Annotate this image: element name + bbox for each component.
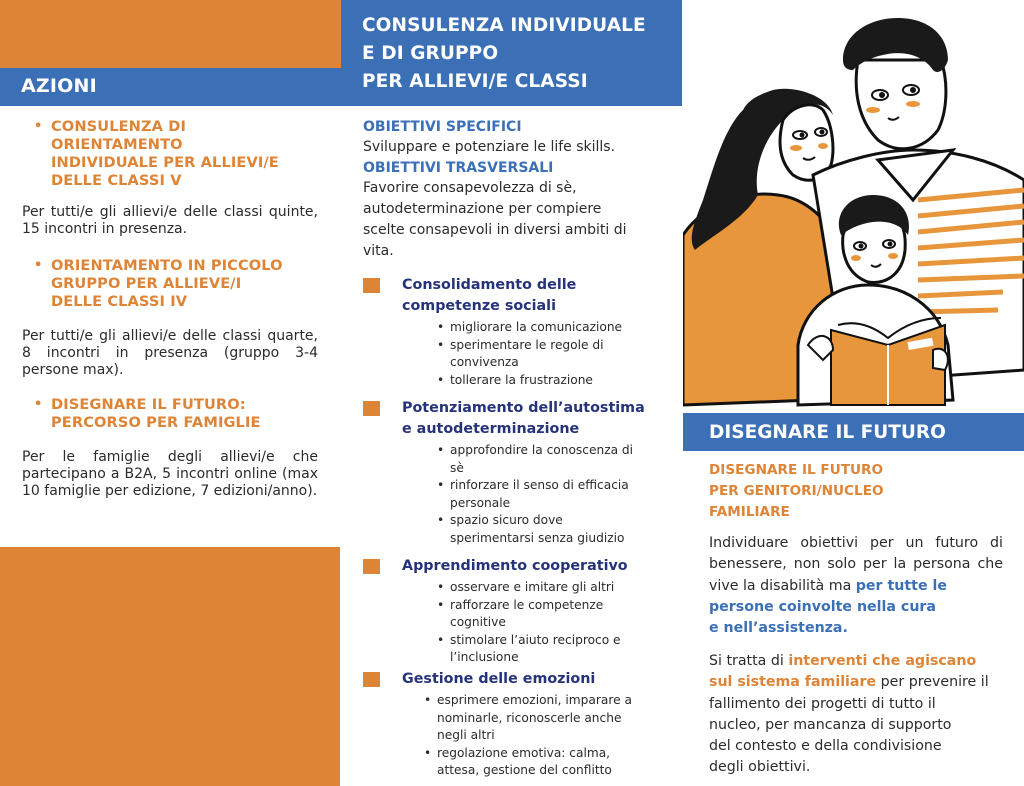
list-item: • tollerare la frustrazione — [450, 372, 663, 390]
competence-title: Potenziamento dell’autostima e autodeterminazione — [402, 400, 645, 437]
right-paragraph-2: Si tratta di interventi che agiscano sul sistema familiare per prevenire il fallimento dei progetti di tutto il nucleo, per mancanza di supporto del contesto e della condivisione degli obiettivi. — [709, 653, 989, 776]
competence-items — [450, 579, 663, 667]
action-description: Per le famiglie degli allievi/e che partecipano a B2A, 5 incontri online (max 10 famiglie per edizione, 7 edizioni/anno). — [22, 449, 318, 499]
specific-objectives-label: OBIETTIVI SPECIFICI — [363, 119, 522, 135]
azioni-title: AZIONI — [21, 75, 97, 97]
father-face — [856, 60, 946, 149]
list-item: • sperimentare le regole di convivenza — [450, 337, 663, 372]
list-item: • spazio sicuro dove sperimentarsi senza giudizio — [450, 512, 663, 547]
orange-square-icon — [363, 401, 380, 416]
list-item: • esprimere emozioni, imparare a nominarle, riconoscerle anche negli altri — [437, 692, 663, 745]
action-item — [22, 118, 318, 238]
competence-block — [363, 669, 663, 780]
center-title: CONSULENZA INDIVIDUALE E DI GRUPPO PER ALLIEVI/E CLASSI — [362, 15, 646, 92]
orange-square-icon — [363, 278, 380, 293]
child-face — [843, 220, 906, 282]
competence-block — [363, 275, 663, 389]
action-description: Per tutti/e gli allievi/e delle classi quarte, 8 incontri in presenza (gruppo 3-4 persone max). — [22, 328, 318, 378]
right-paragraph-1: Individuare obiettivi per un futuro di benessere, non solo per la persona che vive la disabilità ma per tutte le persone coinvolte nella cura e nell’assistenza. — [709, 535, 1003, 637]
orange-square-icon — [363, 559, 380, 574]
transversal-objectives-text: Favorire consapevolezza di sè, autodeterminazione per compiere scelte consapevoli in diversi ambiti di vita. — [363, 180, 627, 259]
orange-bottom-block — [0, 547, 340, 786]
bullet-icon: • — [34, 119, 43, 134]
list-item: • approfondire la conoscenza di sè — [450, 442, 663, 477]
action-heading: • ORIENTAMENTO IN PICCOLO GRUPPO PER ALLIEVE/I DELLE CLASSI IV — [34, 257, 283, 310]
competence-block — [363, 398, 663, 547]
specific-objectives-text: Sviluppare e potenziare le life skills. — [363, 139, 616, 155]
list-item: • stimolare l’aiuto reciproco e l’inclusione — [450, 632, 663, 667]
family-reading-illustration — [683, 0, 1024, 412]
bullet-icon: • — [34, 258, 43, 273]
competence-items — [450, 442, 663, 547]
list-item: • rafforzare le competenze cognitive — [450, 597, 663, 632]
list-item: • osservare e imitare gli altri — [450, 579, 663, 597]
action-description: Per tutti/e gli allievi/e delle classi quinte, 15 incontri in presenza. — [22, 204, 318, 237]
objectives — [363, 117, 663, 262]
action-item — [22, 396, 318, 500]
competence-block — [363, 556, 663, 667]
bullet-icon: • — [34, 397, 43, 412]
competence-items — [450, 319, 663, 389]
competence-items — [437, 692, 663, 780]
action-item — [22, 257, 318, 379]
competence-title: Gestione delle emozioni — [402, 671, 596, 687]
action-heading: • DISEGNARE IL FUTURO: PERCORSO PER FAMIGLIE — [34, 396, 261, 431]
list-item: • regolazione emotiva: calma, attesa, gestione del conflitto — [437, 745, 663, 780]
list-item: • rinforzare il senso di efficacia personale — [450, 477, 663, 512]
competence-title: Apprendimento cooperativo — [402, 558, 628, 574]
action-heading: • CONSULENZA DI ORIENTAMENTO INDIVIDUALE PER ALLIEVI/E DELLE CLASSI V — [34, 118, 279, 189]
orange-square-icon — [363, 672, 380, 687]
list-item: • migliorare la comunicazione — [450, 319, 663, 337]
right-subtitle: DISEGNARE IL FUTURO PER GENITORI/NUCLEO FAMILIARE — [709, 462, 884, 520]
transversal-objectives-label: OBIETTIVI TRASVERSALI — [363, 160, 554, 176]
right-title: DISEGNARE IL FUTURO — [709, 422, 946, 443]
orange-top-block — [0, 0, 341, 68]
competence-title: Consolidamento delle competenze sociali — [402, 277, 577, 314]
